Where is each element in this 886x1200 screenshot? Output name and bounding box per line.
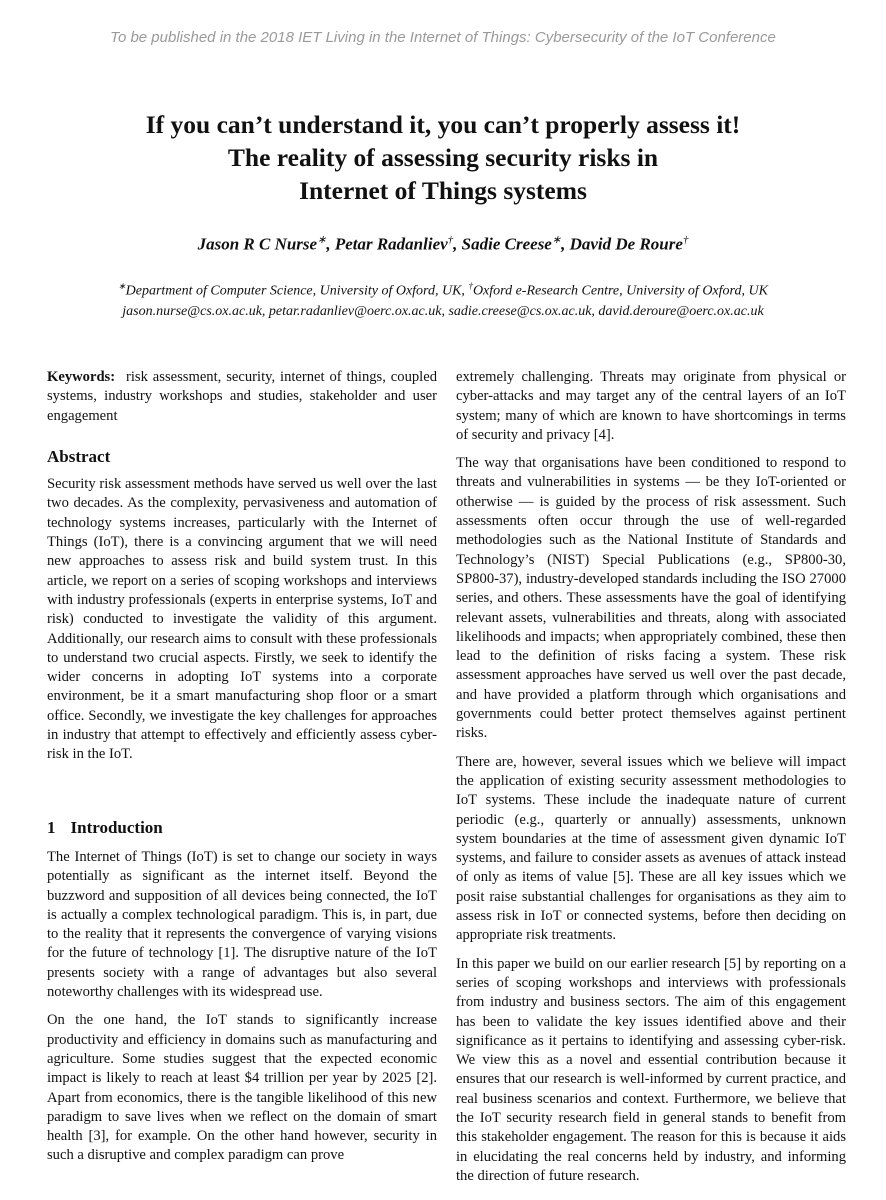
title-line: Internet of Things systems — [299, 176, 587, 205]
author-affil-mark: ∗ — [551, 234, 562, 246]
author-name: Jason R C Nurse — [197, 234, 318, 254]
author-affil-mark: † — [682, 234, 689, 246]
section-number: 1 — [47, 817, 56, 837]
title-line: The reality of assessing security risks in — [227, 143, 659, 172]
author-name: Petar Radanliev — [334, 234, 448, 254]
affiliations — [0, 276, 886, 322]
author-emails: jason.nurse@cs.ox.ac.uk, petar.radanliev@oerc.ox.ac.uk, sadie.creese@cs.ox.ac.uk, david.deroure@oerc.ox.ac.uk — [122, 303, 764, 319]
author-name: Sadie Creese — [461, 234, 552, 254]
paragraph: In this paper we build on our earlier research [5] by reporting on a series of scoping workshops and interviews with professionals from industry and business sectors. The aim of this engagement has been to validate the key issues identified above and their significance as it pertains to identifying and assessing cyber-risk. We view this as a novel and essential contribution because it ensures that our research is well-informed by current practice, and real business scenarios and context. Furthermore, we believe that the IoT security research field in general stands to benefit from this stakeholder engagement. The reason for this is because it aids in elucidating the real concerns held by industry, and informing the direction of future research. — [456, 955, 846, 1184]
keywords-text: risk assessment, security, internet of things, coupled systems, industry workshops and studies, stakeholder and user engagement — [47, 369, 437, 424]
paragraph: On the one hand, the IoT stands to significantly increase productivity and efficiency in domains such as manufacturing and agriculture. Some studies suggest that the expected economic impact is likely to reach at least $4 trillion per year by 2025 [2]. Apart from economics, there is the tangible likelihood of this new paradigm to save lives when we reflect on the domain of smart health [3], for example. On the other hand however, security in such a disruptive and complex paradigm can prove — [47, 1012, 437, 1164]
title-line: If you can’t understand it, you can’t properly assess it! — [145, 110, 741, 139]
section-title: Introduction — [70, 817, 163, 837]
left-column — [47, 368, 437, 1175]
author-name: David De Roure — [569, 234, 683, 254]
paper-title — [30, 108, 856, 207]
keywords-label: Keywords: — [47, 369, 116, 385]
section-heading-introduction — [47, 818, 437, 837]
paragraph: extremely challenging. Threats may originate from physical or cyber-attacks and may target any of the central layers of an IoT system; many of which are known to have shortcomings in terms of security and privacy [4]. — [456, 369, 846, 443]
abstract-heading: Abstract — [47, 446, 111, 466]
paragraph: There are, however, several issues which we believe will impact the application of existing security assessment methodologies to IoT systems. These include the inadequate nature of current periodic (e.g., quarterly or annually) assessments, unknown system boundaries at the time of assessment given dynamic IoT systems, and failure to consider assets as avenues of attack instead of only as items of value [5]. These are all key issues which we posit raise substantial challenges for organisations as they aim to assess risk in IoT or connected systems, before then deciding on appropriate risk treatments. — [456, 753, 846, 944]
paragraph: The Internet of Things (IoT) is set to change our society in ways potentially as significant as the internet itself. Beyond the buzzword and supposition of all devices being connected, the IoT is actually a complex technological paradigm. This is, in part, due to the reality that it represents the convergence of varying visions for the future of technology [1]. The disruptive nature of the IoT presents society with a range of advantages but also several noteworthy challenges with its widespread use. — [47, 848, 437, 1001]
paragraph: The way that organisations have been conditioned to respond to threats and vulnerabilities in systems — be they IoT-oriented or otherwise — is guided by the process of risk assessment. Such assessments often occur through the use of well-regarded methodologies such as the National Institute of Standards and Technology’s (NIST) Special Publications (e.g., SP800-30, SP800-37), industry-developed standards including the ISO 27000 series, and others. These assessments have the goal of identifying relevant assets, vulnerabilities and threats, along with associated likelihoods and impacts; when appropriately combined, these then lead to the definition of risks facing a system. These risk assessment approaches have served us well over the past decade, and have provided a platform through which organisations and governments could better protect themselves against pertinent risks. — [456, 455, 846, 742]
author-affil-mark: † — [447, 234, 454, 246]
author-affil-mark: ∗ — [317, 234, 327, 246]
keywords — [47, 368, 437, 426]
affiliation-line: ∗Department of Computer Science, University of Oxford, UK, †Oxford e-Research Centre, University of Oxford, UK — [118, 281, 768, 299]
abstract-text: Security risk assessment methods have served us well over the last two decades. As the complexity, pervasiveness and automation of technology systems increases, particularly with the Internet of Things (IoT), there is a convincing argument that we will need new approaches to assess risk and build system trust. In this article, we report on a series of scoping workshops and interviews with industry professionals (experts in enterprise systems, IoT and risk) conducted to investigate the validity of this argument. Additionally, our research aims to consult with these professionals to understand two crucial aspects. Firstly, we seek to identify the wider concerns in adopting IoT systems into a corporate environment, be it a smart manufacturing shop floor or a smart office. Secondly, we investigate the key challenges for approaches in industry that attempt to effectively and efficiently assess cyber-risk in the IoT. — [47, 476, 437, 763]
publication-note: To be published in the 2018 IET Living in the Internet of Things: Cybersecurity of the IoT Conference — [110, 29, 776, 46]
author-list: Jason R C Nurse∗, Petar Radanliev†, Sadie Creese∗, David De Roure† — [197, 234, 689, 254]
right-column — [456, 368, 846, 1195]
